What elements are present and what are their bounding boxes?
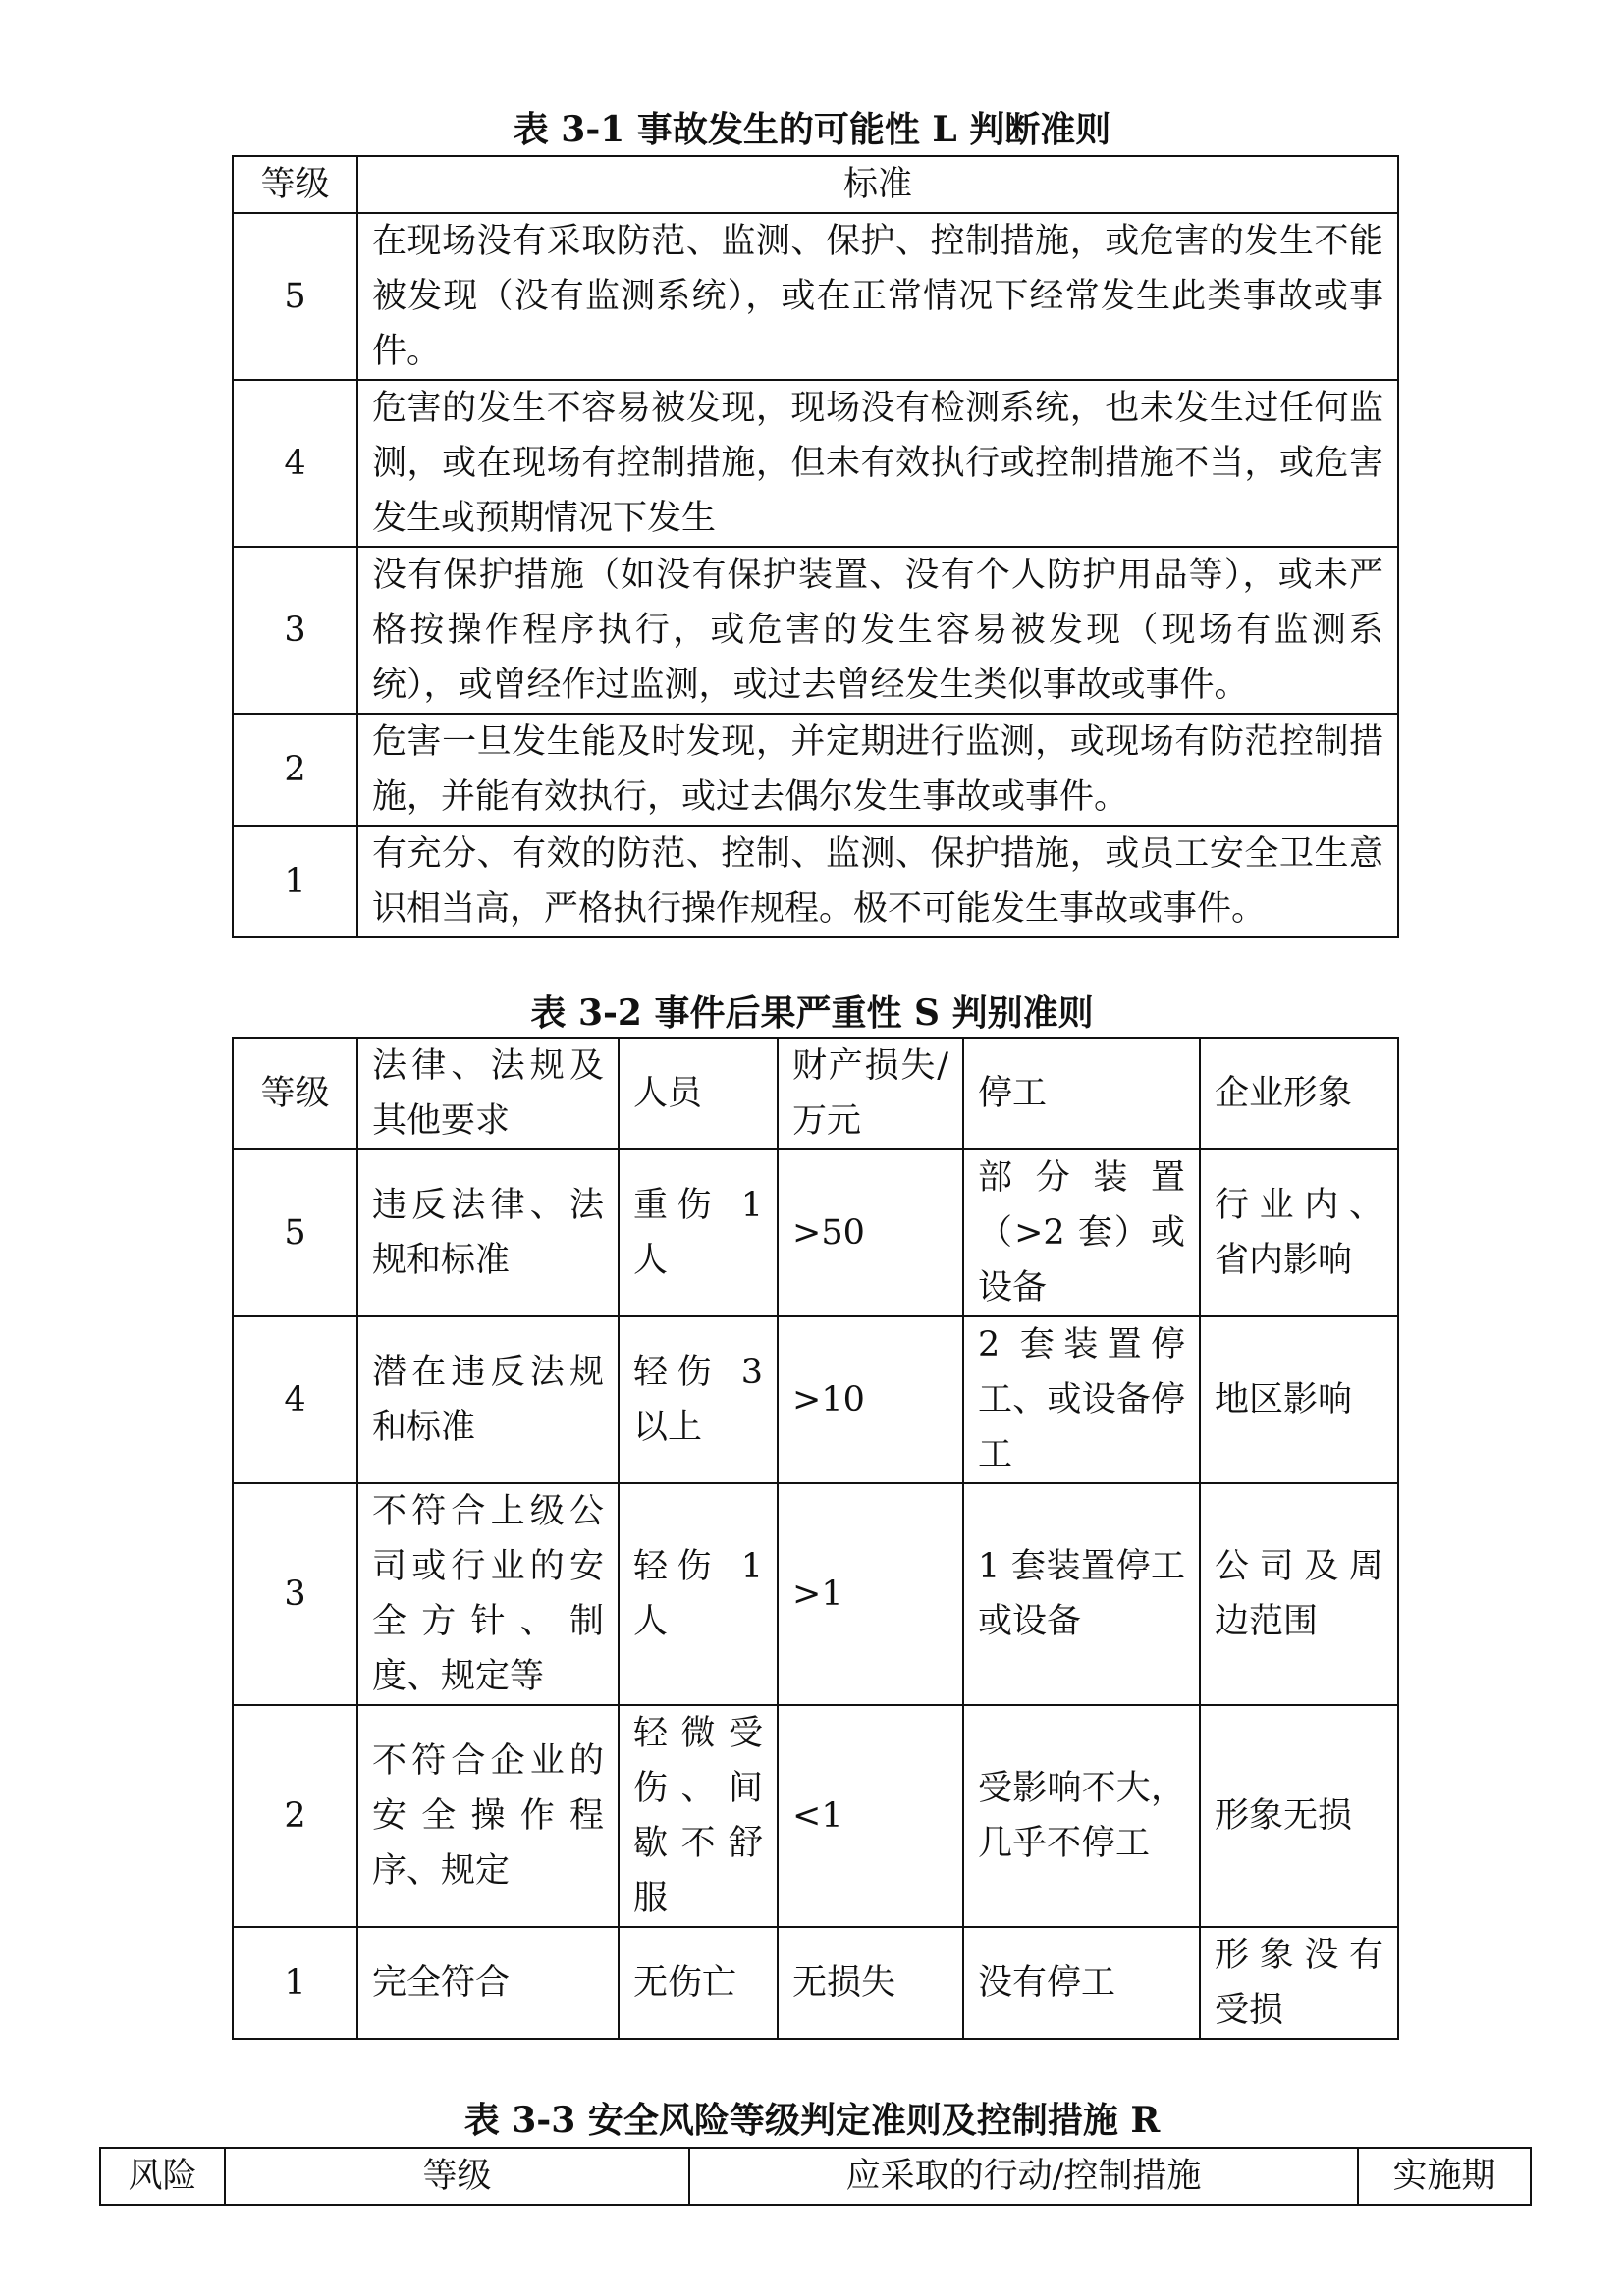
value-cell: 没有停工: [963, 1927, 1200, 2039]
level-cell: 5: [233, 1149, 357, 1316]
value-cell: 2 套装置停工、或设备停工: [963, 1316, 1200, 1483]
level-cell: 3: [233, 547, 357, 714]
table-row: [233, 1705, 1398, 1927]
header-cell: 标准: [357, 156, 1398, 213]
header-cell: 等级: [225, 2148, 689, 2205]
value-cell: 轻伤 3 以上: [619, 1316, 778, 1483]
table2-title: 表 3-2 事件后果严重性 S 判别准则: [530, 992, 1094, 1034]
table-header-row: [233, 1038, 1398, 1149]
risk-level-table: [99, 2147, 1532, 2206]
severity-table: [232, 1037, 1399, 2040]
header-cell: 实施期: [1358, 2148, 1531, 2205]
header-cell: 等级: [233, 156, 357, 213]
value-cell: 无损失: [778, 1927, 963, 2039]
level-cell: 1: [233, 826, 357, 937]
value-cell: 部分装置（>2 套）或设备: [963, 1149, 1200, 1316]
header-cell: 停工: [963, 1038, 1200, 1149]
table-row: [233, 380, 1398, 547]
table-row: [233, 1927, 1398, 2039]
value-cell: 轻微受伤、间歇不舒服: [619, 1705, 778, 1927]
header-cell: 法律、法规及其他要求: [357, 1038, 619, 1149]
value-cell: <1: [778, 1705, 963, 1927]
value-cell: >10: [778, 1316, 963, 1483]
table-row: [233, 1149, 1398, 1316]
table1-title: 表 3-1 事故发生的可能性 L 判断准则: [513, 109, 1111, 150]
likelihood-table: [232, 155, 1399, 938]
criteria-cell: 在现场没有采取防范、监测、保护、控制措施，或危害的发生不能被发现（没有监测系统），或在正常情况下经常发生此类事故或事件。: [357, 213, 1398, 380]
header-cell: 财产损失/万元: [778, 1038, 963, 1149]
table-row: [233, 826, 1398, 937]
value-cell: 不符合上级公司或行业的安全方针、制度、规定等: [357, 1483, 619, 1705]
table-row: [233, 547, 1398, 714]
value-cell: 公司及周边范围: [1200, 1483, 1398, 1705]
table-header-row: [100, 2148, 1531, 2205]
value-cell: 受影响不大，几乎不停工: [963, 1705, 1200, 1927]
value-cell: 地区影响: [1200, 1316, 1398, 1483]
value-cell: 行业内、省内影响: [1200, 1149, 1398, 1316]
value-cell: 形象没有受损: [1200, 1927, 1398, 2039]
value-cell: 形象无损: [1200, 1705, 1398, 1927]
value-cell: 潜在违反法规和标准: [357, 1316, 619, 1483]
criteria-cell: 危害的发生不容易被发现，现场没有检测系统，也未发生过任何监测，或在现场有控制措施，但未有效执行或控制措施不当，或危害发生或预期情况下发生: [357, 380, 1398, 547]
criteria-cell: 危害一旦发生能及时发现，并定期进行监测，或现场有防范控制措施，并能有效执行，或过去偶尔发生事故或事件。: [357, 714, 1398, 826]
level-cell: 1: [233, 1927, 357, 2039]
level-cell: 2: [233, 714, 357, 826]
level-cell: 2: [233, 1705, 357, 1927]
table-row: [233, 1316, 1398, 1483]
value-cell: 无伤亡: [619, 1927, 778, 2039]
level-cell: 4: [233, 380, 357, 547]
header-cell: 企业形象: [1200, 1038, 1398, 1149]
table-header-row: [233, 156, 1398, 213]
header-cell: 人员: [619, 1038, 778, 1149]
table-row: [233, 714, 1398, 826]
table-row: [233, 1483, 1398, 1705]
value-cell: 完全符合: [357, 1927, 619, 2039]
level-cell: 5: [233, 213, 357, 380]
header-cell: 风险: [100, 2148, 225, 2205]
value-cell: 重伤 1 人: [619, 1149, 778, 1316]
level-cell: 3: [233, 1483, 357, 1705]
header-cell: 等级: [233, 1038, 357, 1149]
value-cell: 违反法律、法规和标准: [357, 1149, 619, 1316]
header-cell: 应采取的行动/控制措施: [689, 2148, 1358, 2205]
criteria-cell: 没有保护措施（如没有保护装置、没有个人防护用品等），或未严格按操作程序执行，或危害的发生容易被发现（现场有监测系统），或曾经作过监测，或过去曾经发生类似事故或事件。: [357, 547, 1398, 714]
table-row: [233, 213, 1398, 380]
value-cell: 1 套装置停工或设备: [963, 1483, 1200, 1705]
level-cell: 4: [233, 1316, 357, 1483]
criteria-cell: 有充分、有效的防范、控制、监测、保护措施，或员工安全卫生意识相当高，严格执行操作规程。极不可能发生事故或事件。: [357, 826, 1398, 937]
value-cell: 不符合企业的安全操作程序、规定: [357, 1705, 619, 1927]
value-cell: 轻伤 1 人: [619, 1483, 778, 1705]
table3-title: 表 3-3 安全风险等级判定准则及控制措施 R: [463, 2100, 1161, 2141]
value-cell: >1: [778, 1483, 963, 1705]
value-cell: >50: [778, 1149, 963, 1316]
